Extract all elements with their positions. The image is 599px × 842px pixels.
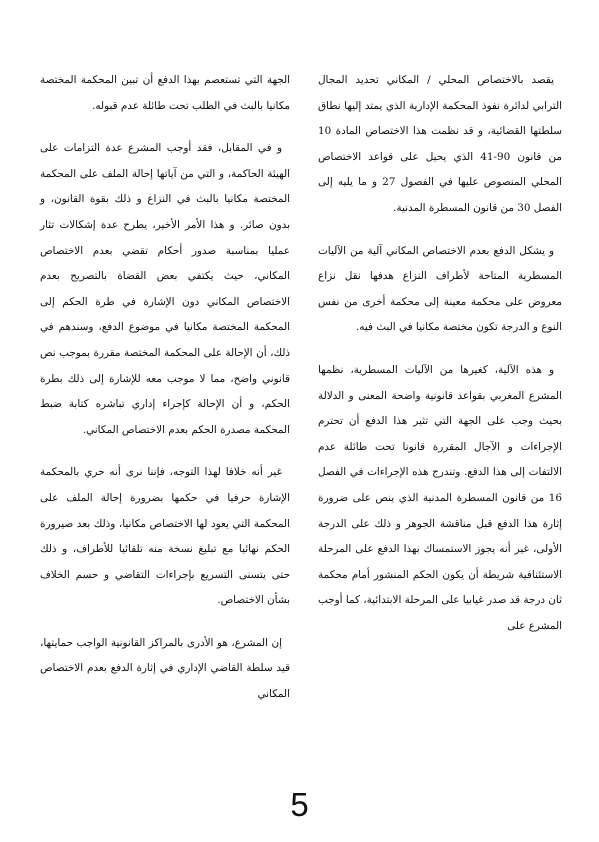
paragraph-right-2: و يشكل الدفع بعدم الاختصاص المكاني آلية من الآليات المسطرية المتاحة لأطراف النزاع هدفها نقل نزاع معروض على محكمة معينة إلى محكمة أخرى من نفس النوع و الدرجة تكون مختصة مكانيا في البث فيه. xyxy=(318,244,562,334)
paragraph-right-1: يقصد بالاختصاص المحلي / المكاني تحديد المجال الترابي لدائرة نفوذ المحكمة الإدارية الذي يمتد إليها نطاق سلطتها القضائية، و قد نظمت هذا الاختصاص المادة 10 من قانون 90-41 الذي يحيل على قواعد الاختصاص المحلي المنصوص عليها في الفصول 27 و ما يليه إلى الفصل 30 من قانون المسطرة المدنية. xyxy=(318,74,562,214)
page-number: 5 xyxy=(290,786,309,823)
paragraph-right-3: و هذه الآلية، كغيرها من الآليات المسطرية، نظمها المشرع المغربي بقواعد قانونية واضحة المعنى و الدلالة بحيث وجب على الجهة التي تثير هذا الدفع أن تحترم الإجراءات و الآجال المقررة قانونا تحت طائلة عدم الالتفات إلى هذا الدفع. وتندرج هذه الإجراءات في الفصل 16 من قانون المسطرة المدنية الذي ينص على ضرورة إثارة هذا الدفع قبل مناقشة الجوهر و ذلك على الدرجة الأولى، غير أنه يجوز الاستمساك بهذا الدفع على المرحلة الاستئنافية شريطة أن يكون الحكم المنشور أمام محكمة ثان درجة قد صدر غيابيا على المرحلة الابتدائية، كما أوجب المشرع على xyxy=(317,363,562,632)
paragraph-left-4: إن المشرع، هو الأدرى بالمراكز القانونية الواجب حمايتها، قيد سلطة القاضي الإداري في إثارة الدفع بعدم الاختصاص المكاني xyxy=(40,636,290,701)
paragraph-left-2: و في المقابل، فقد أوجب المشرع عدة التزامات على الهيئة الحاكمة، و التي من آياتها إحالة الملف على المحكمة المختصة مكانيا بالبث في النزاع و ذلك بقوة القانون، و بدون صائر. و هذا الأمر الأخير، يطرح عدة إشكالات تثار عمليا بمناسبة صدور أحكام تقضي بعدم الاختصاص المكاني، حيث يكتفي بعض القضاة بالتصريح بعدم الاختصاص المكاني دون الإشارة في طرة الحكم إلى المحكمة المختصة مكانيا في موضوع الدفع، وسندهم في ذلك، أن الإحالة على المحكمة المختصة مقررة بموجب نص قانوني واضح، مما لا موجب معه للإشارة إلى ذلك بطرة الحكم، و أن الإحالة كإجراء إداري تباشره كتابة ضبط المحكمة مصدرة الحكم بعدم الاختصاص المكاني. xyxy=(40,142,290,436)
paragraph-left-3: غير أنه خلافا لهذا التوجه، فإننا نرى أنه حري بالمحكمة الإشارة حرفيا في حكمها بضرورة إحالة الملف على المحكمة التي يعود لها الاختصاص مكانيا، وذلك بعد صيرورة الحكم نهائيا مع تبليغ نسخة منه تلقائيا للأطراف، و ذلك حتى يتسنى التسريع بإجراءات التقاضي و حسم الخلاف بشأن الاختصاص. xyxy=(40,466,290,607)
left-text-column xyxy=(40,68,290,725)
right-text-column xyxy=(318,68,562,656)
paragraph-left-1: الجهة التي تستعصم بهذا الدفع أن تبين المحكمة المختصة مكانيا بالبث في الطلب تحت طائلة عدم قبوله. xyxy=(40,74,290,112)
